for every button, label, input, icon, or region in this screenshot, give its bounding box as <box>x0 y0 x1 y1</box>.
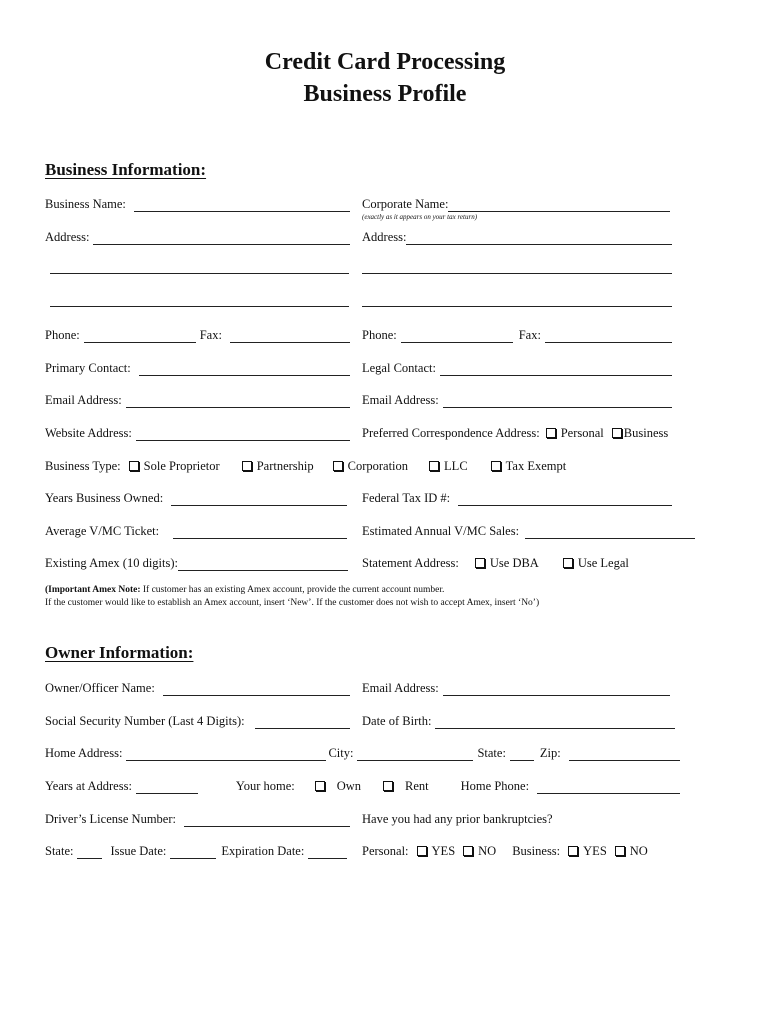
personal-no-option[interactable]: NO <box>463 844 496 859</box>
issue-date-field[interactable] <box>170 844 216 859</box>
city-field[interactable] <box>357 746 473 761</box>
bt-sole-option[interactable]: Sole Proprietor <box>129 459 220 474</box>
email-right-label: Email Address: <box>362 393 439 407</box>
business-no-option[interactable]: NO <box>615 844 648 859</box>
personal-yes-option[interactable]: YES <box>417 844 456 859</box>
checkbox-icon[interactable] <box>129 461 139 471</box>
use-dba-option[interactable]: Use DBA <box>475 556 539 571</box>
owner-email-field[interactable] <box>443 681 670 696</box>
business-name-label: Business Name: <box>45 197 126 211</box>
address-right-field[interactable] <box>406 230 672 245</box>
form-title-line2: Business Profile <box>303 81 467 107</box>
years-owned-label: Years Business Owned: <box>45 491 164 505</box>
business-bankruptcy-label: Business: <box>512 844 561 858</box>
corporate-name-note: (exactly as it appears on your tax return) <box>362 213 478 221</box>
dob-label: Date of Birth: <box>362 714 432 728</box>
phone-left-label: Phone: <box>45 328 80 342</box>
home-phone-label: Home Phone: <box>460 779 530 793</box>
primary-contact-label: Primary Contact: <box>45 361 131 375</box>
amex-note-text: If customer has an existing Amex account, provide the current account number. <box>140 585 445 595</box>
pref-correspondence-label: Preferred Correspondence Address: <box>362 426 540 440</box>
dl-state-field[interactable] <box>77 844 102 859</box>
bt-llc-option[interactable]: LLC <box>429 459 468 474</box>
checkbox-icon[interactable] <box>333 461 343 471</box>
phone-right-label: Phone: <box>362 328 397 342</box>
owner-info-heading: Owner Information: <box>45 643 194 662</box>
checkbox-icon[interactable] <box>315 781 325 791</box>
business-yes-option[interactable]: YES <box>568 844 607 859</box>
form-title-line1: Credit Card Processing <box>264 49 506 75</box>
zip-label: Zip: <box>539 746 561 760</box>
rent-option[interactable]: Rent <box>383 779 429 794</box>
officer-name-field[interactable] <box>163 681 350 696</box>
expiration-date-label: Expiration Date: <box>221 844 305 858</box>
years-owned-field[interactable] <box>171 491 347 506</box>
checkbox-icon[interactable] <box>429 461 439 471</box>
corporate-name-field[interactable] <box>448 197 670 212</box>
fax-left-field[interactable] <box>230 328 350 343</box>
home-phone-field[interactable] <box>537 779 680 794</box>
business-info-heading: Business Information: <box>45 160 207 179</box>
home-address-field[interactable] <box>126 746 326 761</box>
address-left-line2[interactable] <box>50 273 349 274</box>
federal-tax-field[interactable] <box>458 491 672 506</box>
checkbox-icon[interactable] <box>383 781 393 791</box>
legal-contact-field[interactable] <box>440 361 672 376</box>
address-left-label: Address: <box>45 230 90 244</box>
fax-right-field[interactable] <box>545 328 672 343</box>
amex-note-line2: If the customer would like to establish an Amex account, insert ‘New’. If the customer does not wish to accept Amex, insert ‘No’) <box>45 598 540 608</box>
personal-label: Personal: <box>362 844 409 858</box>
checkbox-icon[interactable] <box>242 461 252 471</box>
state-field[interactable] <box>510 746 534 761</box>
business-type-label: Business Type: <box>45 459 121 473</box>
expiration-date-field[interactable] <box>308 844 347 859</box>
existing-amex-field[interactable] <box>178 556 348 571</box>
phone-right-field[interactable] <box>401 328 513 343</box>
email-left-label: Email Address: <box>45 393 122 407</box>
checkbox-icon[interactable] <box>546 428 556 438</box>
bt-partnership-option[interactable]: Partnership <box>242 459 314 474</box>
federal-tax-label: Federal Tax ID #: <box>362 491 451 505</box>
home-address-label: Home Address: <box>45 746 123 760</box>
primary-contact-field[interactable] <box>139 361 350 376</box>
address-left-line3[interactable] <box>50 306 349 307</box>
amex-note <box>45 584 539 610</box>
bt-tax-exempt-option[interactable]: Tax Exempt <box>491 459 567 474</box>
checkbox-icon[interactable] <box>563 558 573 568</box>
years-at-address-label: Years at Address: <box>45 779 132 793</box>
your-home-label: Your home: <box>235 779 295 793</box>
owner-email-label: Email Address: <box>362 681 439 695</box>
phone-left-field[interactable] <box>84 328 196 343</box>
years-at-address-field[interactable] <box>136 779 198 794</box>
business-name-field[interactable] <box>134 197 350 212</box>
address-right-line3[interactable] <box>362 306 672 307</box>
pref-personal-option[interactable]: Personal <box>546 426 604 441</box>
website-field[interactable] <box>136 426 350 441</box>
email-left-field[interactable] <box>126 393 350 408</box>
est-sales-label: Estimated Annual V/MC Sales: <box>362 524 520 538</box>
avg-ticket-field[interactable] <box>173 524 347 539</box>
ssn-field[interactable] <box>255 714 350 729</box>
corporate-name-label: Corporate Name: <box>362 197 449 211</box>
checkbox-icon[interactable] <box>491 461 501 471</box>
city-label: City: <box>328 746 354 760</box>
est-sales-field[interactable] <box>525 524 695 539</box>
fax-right-label: Fax: <box>518 328 541 342</box>
checkbox-icon[interactable] <box>475 558 485 568</box>
dl-state-label: State: <box>45 844 74 858</box>
checkbox-icon[interactable] <box>463 846 473 856</box>
checkbox-icon[interactable] <box>615 846 625 856</box>
use-legal-option[interactable]: Use Legal <box>563 556 629 571</box>
legal-contact-label: Legal Contact: <box>362 361 436 375</box>
dl-number-label: Driver’s License Number: <box>45 812 176 826</box>
statement-address-label: Statement Address: <box>362 556 459 570</box>
checkbox-icon[interactable] <box>612 428 622 438</box>
dob-field[interactable] <box>435 714 675 729</box>
existing-amex-label: Existing Amex (10 digits): <box>45 556 178 570</box>
state-label: State: <box>477 746 506 760</box>
own-option[interactable]: Own <box>315 779 361 794</box>
bankruptcies-label: Have you had any prior bankruptcies? <box>362 812 553 826</box>
fax-left-label: Fax: <box>199 328 222 342</box>
pref-business-option[interactable]: Business <box>612 426 668 441</box>
address-right-label: Address: <box>362 230 407 244</box>
ssn-label: Social Security Number (Last 4 Digits): <box>45 714 245 728</box>
checkbox-icon[interactable] <box>417 846 427 856</box>
issue-date-label: Issue Date: <box>110 844 167 858</box>
bt-corporation-option[interactable]: Corporation <box>333 459 408 474</box>
checkbox-icon[interactable] <box>568 846 578 856</box>
avg-ticket-label: Average V/MC Ticket: <box>45 524 160 538</box>
zip-field[interactable] <box>569 746 680 761</box>
website-label: Website Address: <box>45 426 132 440</box>
amex-note-bold: (Important Amex Note: <box>45 585 141 595</box>
dl-number-field[interactable] <box>184 812 350 827</box>
officer-name-label: Owner/Officer Name: <box>45 681 155 695</box>
address-right-line2[interactable] <box>362 273 672 274</box>
email-right-field[interactable] <box>443 393 672 408</box>
address-left-field[interactable] <box>93 230 350 245</box>
